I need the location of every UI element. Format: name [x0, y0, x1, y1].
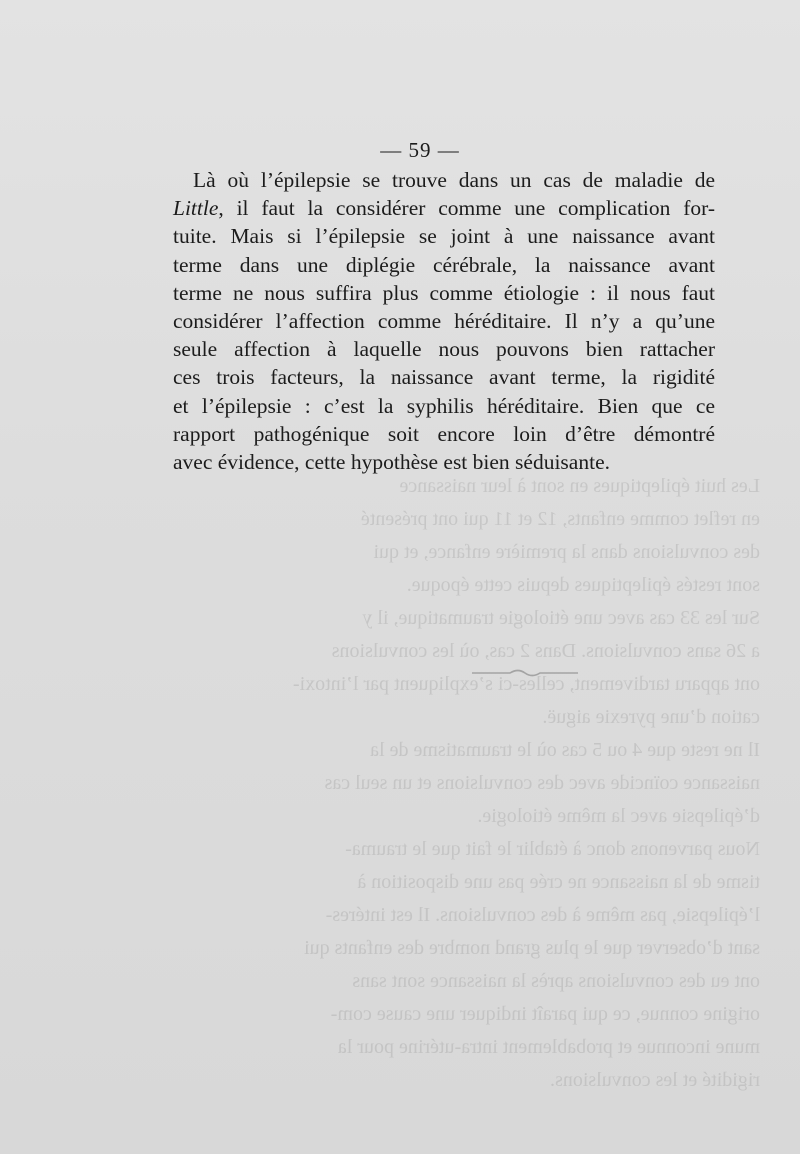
body-paragraph [173, 166, 715, 476]
text-line: tuite. Mais si l’épilepsie se joint à une naissance avant [173, 224, 715, 249]
page-number: — 59 — [380, 138, 460, 162]
text-line: et l’épilepsie : c’est la syphilis héréditaire. Bien que ce [173, 393, 715, 418]
text-line: seule affection à laquelle nous pouvons bien rattacher [173, 337, 715, 362]
text-line-rest: , il faut la considérer comme une complication for- [218, 196, 715, 221]
bleed-through: Les huit épileptiques en sont à leur naissance en reflet comme enfants, 12 et 11 qui ont présenté des convulsions dans la première enfance, et qui sont restés épileptiques depuis cette époque. Sur les 33 cas avec une étiologie traumatique, il y a 26 sans convulsions. Dans 2 cas, où les convulsions ont apparu tardivement, celles-ci s’expliquent par l’intoxi- cation d’une pyrexie aiguë. Il ne reste que 4 ou 5 cas où le traumatisme de la naissance coïncide avec des convulsions et un seul cas d’épilepsie avec la même étiologie. Nous parvenons donc à établir le fait que le trauma- tisme de la naissance ne crée pas une disposition à l’épilepsie, pas même à des convulsions. Il est intéres- sant d’observer que le plus grand nombre des enfants qui ont eu des convulsions après la naissance sont sans origine connue, ce qui paraît indiquer une cause com- mune inconnue et probablement intra-utérine pour la rigidité et les convulsions. [292, 475, 760, 1091]
text-line: ces trois facteurs, la naissance avant terme, la rigidité [173, 365, 715, 390]
text-line: avec évidence, cette hypothèse est bien séduisante. [173, 450, 610, 475]
text-line [173, 194, 715, 222]
italic-term: Little [173, 196, 219, 221]
text-line: Là où l’épilepsie se trouve dans un cas de maladie de [193, 168, 715, 192]
text-line: rapport pathogénique soit encore loin d’être démontré [173, 421, 715, 446]
text-line: terme dans une diplégie cérébrale, la naissance avant [173, 252, 715, 277]
bleed-ornament [470, 668, 580, 678]
text-line: considérer l’affection comme héréditaire. Il n’y a qu’une [173, 309, 715, 334]
text-line: terme ne nous suffira plus comme étiologie : il nous faut [173, 280, 715, 305]
